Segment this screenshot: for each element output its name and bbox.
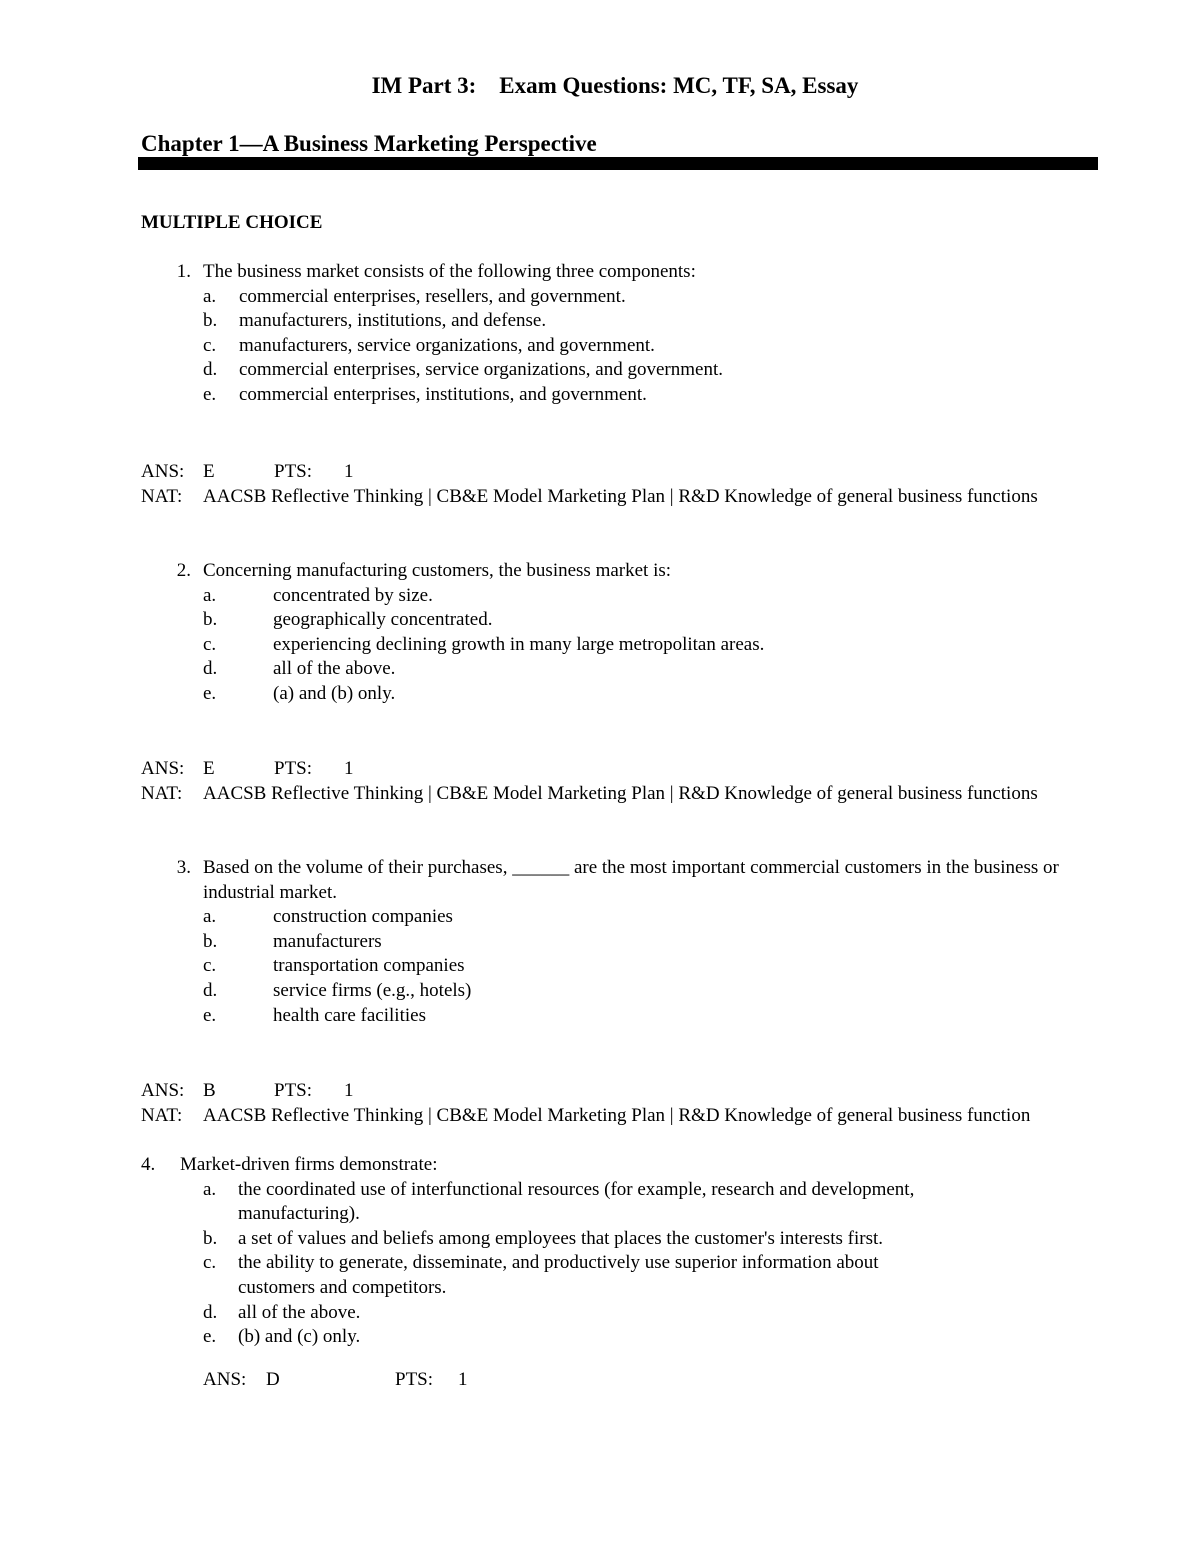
nat-line [141, 782, 1101, 831]
option-letter: c. [203, 633, 217, 655]
option-e [141, 383, 1101, 408]
answer-line [141, 757, 1101, 782]
answer-value: B [203, 1080, 216, 1101]
option-text: a set of values and beliefs among employees that places the customer's interests first. [238, 1227, 884, 1249]
option-a [141, 584, 1101, 609]
question-stem [141, 260, 1101, 285]
option-letter: e. [203, 1004, 217, 1026]
answer-value: D [266, 1369, 280, 1390]
option-text: concentrated by size. [273, 584, 433, 606]
question-2 [141, 559, 1101, 707]
option-text: manufacturers [273, 930, 382, 952]
option-letter: d. [203, 359, 218, 381]
option-text: commercial enterprises, institutions, and government. [239, 383, 647, 405]
option-letter: a. [203, 285, 217, 307]
option-e [141, 1004, 1101, 1029]
option-a [141, 1178, 1101, 1227]
ans-label: ANS: [141, 758, 185, 779]
option-text: the ability to generate, disseminate, and productively use superior information about [238, 1252, 879, 1274]
option-letter: e. [203, 682, 217, 704]
question-stem [141, 559, 1101, 584]
answer-line [141, 460, 1101, 485]
document-title: IM Part 3: Exam Questions: MC, TF, SA, Essay [371, 73, 859, 98]
nat-line [141, 485, 1101, 534]
question-3 [141, 856, 1101, 1028]
option-c [141, 1251, 1101, 1300]
option-text: commercial enterprises, service organizations, and government. [239, 359, 723, 381]
option-letter: d. [203, 1301, 218, 1323]
option-d [141, 1301, 1101, 1326]
nat-label: NAT: [141, 485, 183, 507]
section-heading: MULTIPLE CHOICE [141, 212, 323, 233]
option-e [141, 682, 1101, 707]
option-text: transportation companies [273, 955, 465, 977]
points-value: 1 [344, 1080, 354, 1101]
option-letter: a. [203, 584, 217, 606]
option-letter: e. [203, 383, 217, 405]
nat-label: NAT: [141, 1104, 183, 1126]
ans-label: ANS: [141, 461, 185, 482]
option-letter: a. [203, 1178, 217, 1200]
pts-label: PTS: [395, 1369, 434, 1390]
option-d [141, 358, 1101, 383]
nat-value: AACSB Reflective Thinking | CB&E Model Marketing Plan | R&D Knowledge of general business function [203, 1104, 1031, 1126]
option-text: construction companies [273, 906, 453, 928]
option-text: all of the above. [273, 658, 396, 680]
nat-value: AACSB Reflective Thinking | CB&E Model Marketing Plan | R&D Knowledge of general business functions [203, 782, 1038, 804]
points-value: 1 [458, 1369, 468, 1390]
question-text: Market-driven firms demonstrate: [180, 1154, 438, 1175]
question-number: 1. [176, 261, 191, 282]
option-letter: e. [203, 1326, 217, 1348]
answer-line [141, 1079, 1101, 1104]
answer-value: E [203, 461, 215, 482]
option-text-continued: manufacturing). [238, 1203, 360, 1225]
option-text: health care facilities [273, 1004, 426, 1026]
option-b [141, 608, 1101, 633]
nat-label: NAT: [141, 782, 183, 804]
option-letter: c. [203, 955, 217, 977]
option-letter: b. [203, 930, 218, 952]
option-a [141, 285, 1101, 310]
option-a [141, 905, 1101, 930]
ans-label: ANS: [203, 1369, 247, 1390]
option-c [141, 334, 1101, 359]
option-text: manufacturers, service organizations, and government. [239, 334, 655, 356]
option-text: (b) and (c) only. [238, 1326, 361, 1348]
pts-label: PTS: [274, 1080, 313, 1101]
option-b [141, 309, 1101, 334]
option-text: geographically concentrated. [273, 609, 493, 631]
answer-line [141, 1368, 1101, 1393]
points-value: 1 [344, 461, 354, 482]
answer-block-4 [141, 1368, 1101, 1393]
option-letter: b. [203, 609, 218, 631]
option-c [141, 954, 1101, 979]
option-text: service firms (e.g., hotels) [273, 979, 472, 1001]
question-stem [141, 856, 1101, 905]
option-letter: d. [203, 979, 218, 1001]
option-letter: d. [203, 658, 218, 680]
answer-block-3 [141, 1079, 1101, 1153]
question-4 [141, 1153, 1101, 1350]
nat-value: AACSB Reflective Thinking | CB&E Model Marketing Plan | R&D Knowledge of general business functions [203, 485, 1038, 507]
pts-label: PTS: [274, 461, 313, 482]
question-number: 4. [141, 1154, 156, 1175]
option-d [141, 657, 1101, 682]
question-text: Concerning manufacturing customers, the business market is: [203, 560, 672, 581]
answer-block-1 [141, 460, 1101, 534]
chapter-title: Chapter 1—A Business Marketing Perspective [141, 131, 597, 156]
option-letter: c. [203, 334, 217, 356]
option-text: the coordinated use of interfunctional resources (for example, research and development, [238, 1178, 915, 1200]
pts-label: PTS: [274, 758, 313, 779]
points-value: 1 [344, 758, 354, 779]
option-text: manufacturers, institutions, and defense. [239, 310, 547, 332]
ans-label: ANS: [141, 1080, 185, 1101]
option-c [141, 633, 1101, 658]
option-letter: c. [203, 1252, 217, 1274]
question-number: 2. [176, 560, 191, 581]
option-d [141, 979, 1101, 1004]
option-b [141, 1227, 1101, 1252]
nat-line [141, 1104, 1101, 1153]
option-letter: b. [203, 310, 218, 332]
answer-value: E [203, 758, 215, 779]
answer-block-2 [141, 757, 1101, 831]
question-text: The business market consists of the following three components: [203, 261, 696, 282]
option-text-continued: customers and competitors. [238, 1276, 447, 1298]
option-text: experiencing declining growth in many large metropolitan areas. [273, 633, 765, 655]
option-letter: a. [203, 906, 217, 928]
chapter-rule [138, 157, 1098, 170]
question-text: Based on the volume of their purchases, ______ are the most important commercial customers in the business or industrial market. [203, 857, 1059, 903]
question-1 [141, 260, 1101, 408]
question-stem [141, 1153, 1101, 1178]
question-number: 3. [176, 857, 191, 878]
option-b [141, 930, 1101, 955]
option-e [141, 1325, 1101, 1350]
option-text: all of the above. [238, 1301, 361, 1323]
option-text: commercial enterprises, resellers, and government. [239, 285, 626, 307]
option-text: (a) and (b) only. [273, 682, 396, 704]
option-letter: b. [203, 1227, 218, 1249]
